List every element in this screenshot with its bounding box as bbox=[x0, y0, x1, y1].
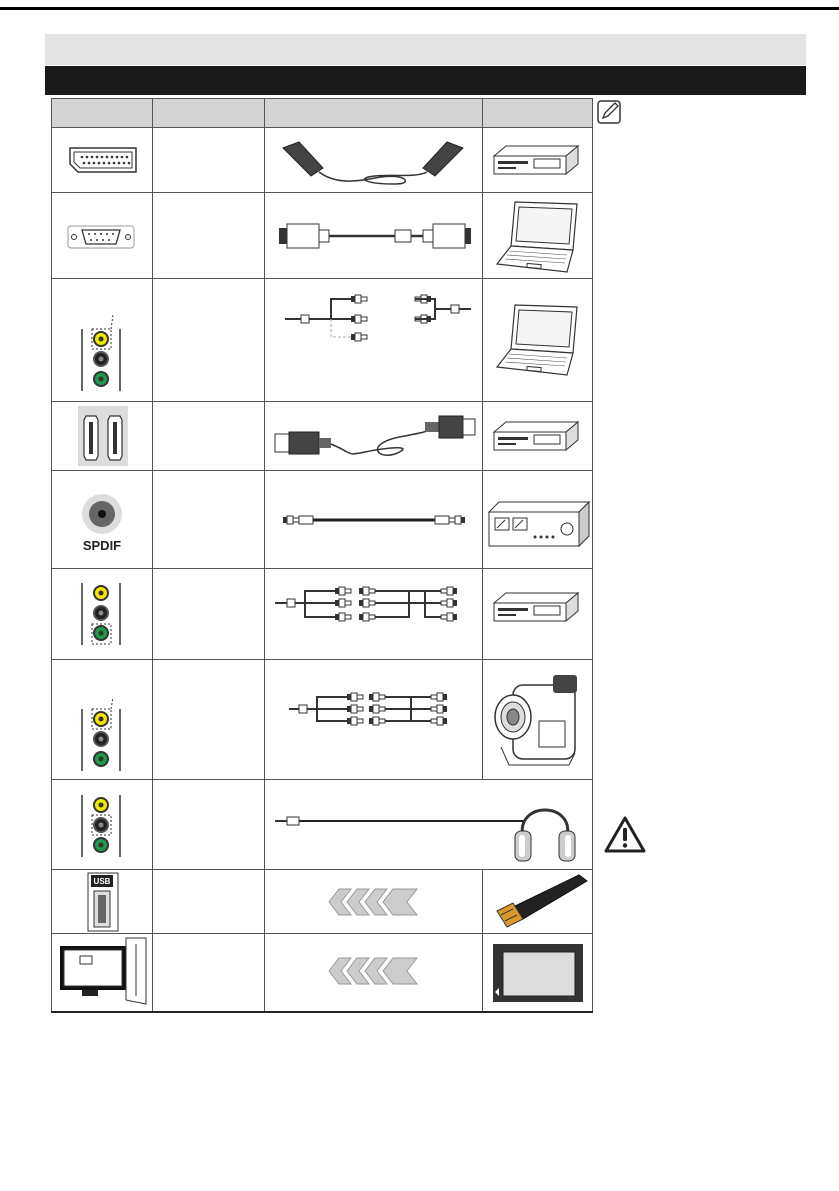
port-cell bbox=[52, 870, 153, 934]
connections-table bbox=[51, 98, 593, 1013]
port-cell bbox=[52, 128, 153, 193]
av-jacks-icon bbox=[52, 661, 153, 779]
header-type bbox=[153, 99, 265, 128]
device-cell bbox=[483, 279, 593, 402]
table-row bbox=[52, 128, 593, 193]
insert-arrows-icon bbox=[265, 934, 483, 1010]
device-cell bbox=[483, 193, 593, 279]
port-cell bbox=[52, 193, 153, 279]
type-cell bbox=[153, 402, 265, 471]
cable-cell bbox=[265, 660, 483, 780]
pc-audio-cable-icon bbox=[265, 279, 483, 401]
type-cell bbox=[153, 471, 265, 569]
cable-cell bbox=[265, 471, 483, 569]
section-title-band bbox=[45, 34, 806, 65]
usb-label: USB bbox=[93, 876, 111, 886]
type-cell bbox=[153, 660, 265, 780]
device-cell bbox=[483, 128, 593, 193]
device-cell bbox=[483, 660, 593, 780]
laptop-icon bbox=[483, 279, 593, 401]
spdif-port-icon bbox=[52, 472, 153, 568]
port-cell bbox=[52, 569, 153, 660]
type-cell bbox=[153, 279, 265, 402]
usb-port-icon bbox=[52, 871, 153, 933]
cable-cell bbox=[265, 569, 483, 660]
ci-cam-module-icon bbox=[483, 934, 593, 1010]
type-cell bbox=[153, 569, 265, 660]
header-cables bbox=[265, 99, 483, 128]
cable-cell bbox=[265, 279, 483, 402]
table-row bbox=[52, 193, 593, 279]
spdif-label: SPDIF bbox=[82, 537, 122, 553]
insert-arrows-icon bbox=[265, 871, 483, 933]
top-rule bbox=[0, 7, 839, 10]
header-device bbox=[483, 99, 593, 128]
type-cell bbox=[153, 934, 265, 1012]
av-jacks-icon bbox=[52, 569, 153, 659]
laptop-icon bbox=[483, 194, 593, 278]
table-row bbox=[52, 660, 593, 780]
device-cell bbox=[483, 870, 593, 934]
table-row bbox=[52, 569, 593, 660]
port-cell bbox=[52, 934, 153, 1012]
table-row bbox=[52, 934, 593, 1012]
cable-cell bbox=[265, 934, 483, 1012]
type-cell bbox=[153, 780, 265, 870]
cable-cell bbox=[265, 193, 483, 279]
table-header-row bbox=[52, 99, 593, 128]
port-cell bbox=[52, 780, 153, 870]
dvd-player-icon bbox=[483, 128, 593, 192]
composite-cable-icon bbox=[265, 661, 483, 779]
port-cell bbox=[52, 402, 153, 471]
device-cell bbox=[483, 569, 593, 660]
coaxial-cable-icon bbox=[265, 472, 483, 568]
type-cell bbox=[153, 193, 265, 279]
ci-slot-icon bbox=[52, 934, 153, 1010]
av-jacks-icon bbox=[52, 279, 153, 401]
scart-cable-icon bbox=[265, 128, 483, 192]
hdmi-cable-icon bbox=[265, 402, 483, 470]
table-row bbox=[52, 279, 593, 402]
cable-cell bbox=[265, 128, 483, 193]
amplifier-icon bbox=[483, 472, 593, 568]
cable-cell bbox=[265, 402, 483, 471]
table-row bbox=[52, 471, 593, 569]
warning-triangle-icon bbox=[603, 815, 647, 855]
table-row bbox=[52, 780, 593, 870]
port-cell bbox=[52, 660, 153, 780]
dvd-player-icon bbox=[483, 569, 593, 659]
scart-port-icon bbox=[52, 128, 153, 192]
av-jacks-icon bbox=[52, 781, 153, 869]
cable-cell bbox=[265, 780, 593, 870]
table-row bbox=[52, 870, 593, 934]
vga-cable-icon bbox=[265, 194, 483, 278]
header-connector bbox=[52, 99, 153, 128]
port-cell bbox=[52, 279, 153, 402]
headphone-cable-icon bbox=[265, 781, 593, 869]
type-cell bbox=[153, 128, 265, 193]
section-subtitle-band bbox=[45, 66, 806, 95]
headphones-icon bbox=[515, 810, 575, 861]
device-cell bbox=[483, 402, 593, 471]
port-cell bbox=[52, 471, 153, 569]
vga-port-icon bbox=[52, 194, 153, 278]
dvd-player-icon bbox=[483, 402, 593, 470]
hdmi-ports-icon bbox=[52, 402, 153, 470]
camcorder-icon bbox=[483, 661, 593, 779]
device-cell bbox=[483, 934, 593, 1012]
device-cell bbox=[483, 471, 593, 569]
type-cell bbox=[153, 870, 265, 934]
component-cable-icon bbox=[265, 569, 483, 659]
cable-cell bbox=[265, 870, 483, 934]
table-row bbox=[52, 402, 593, 471]
usb-stick-icon bbox=[483, 871, 593, 933]
note-pencil-icon bbox=[596, 99, 622, 125]
